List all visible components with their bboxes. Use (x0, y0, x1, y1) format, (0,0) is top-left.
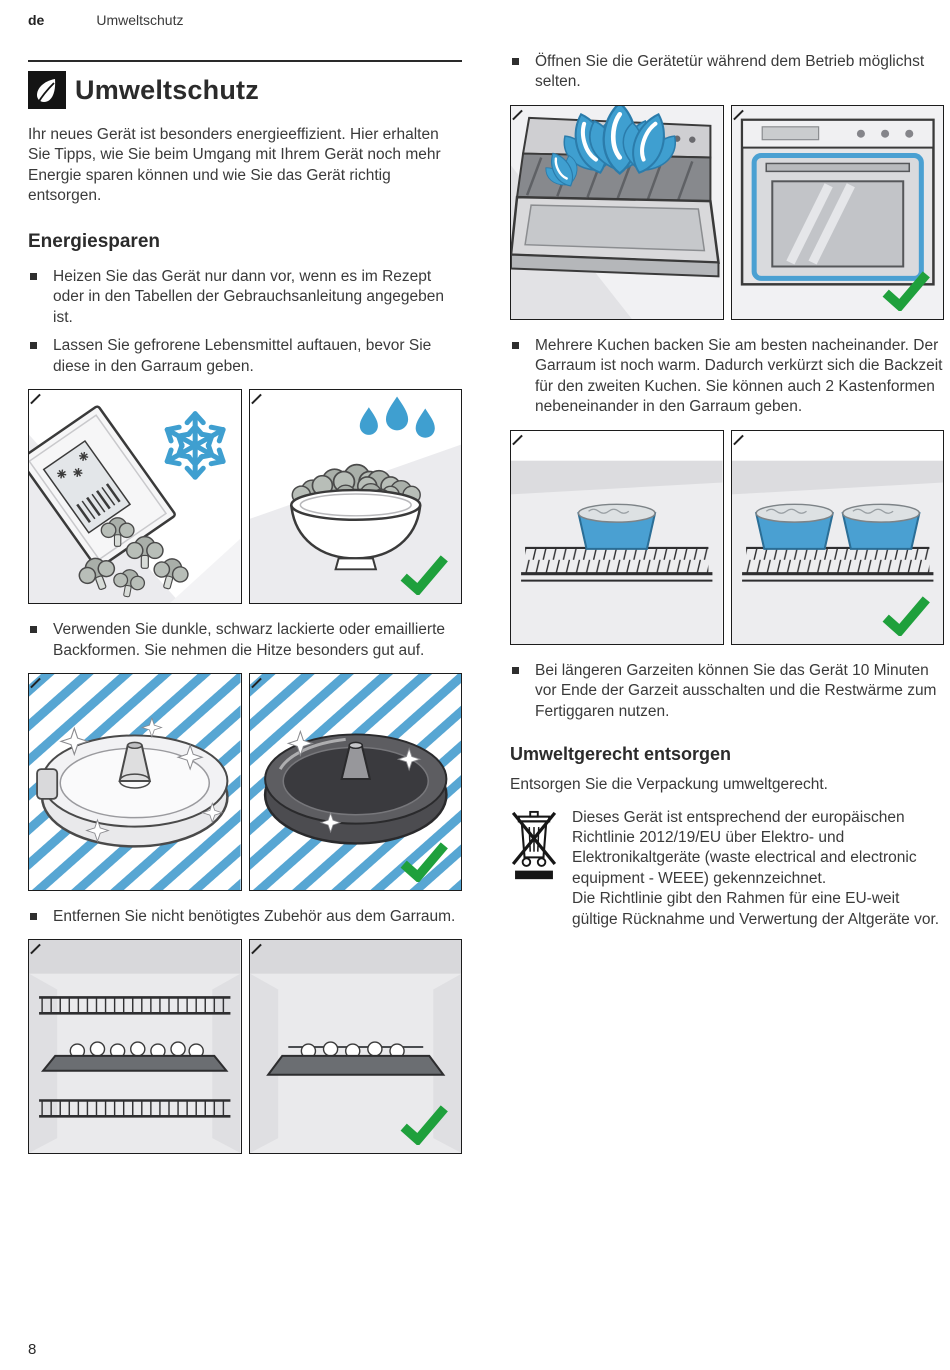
bullet-text: Bei längeren Garzeiten können Sie das Gerät 10 Minuten vor Ende der Garzeit ausschalten und die Restwärme zum Fertiggaren nutzen. (535, 661, 937, 720)
language-tag: de (28, 12, 45, 28)
figure-pair-loaf-pans (510, 430, 944, 645)
weee-line1: Dieses Gerät ist entsprechend der europäischen Richtlinie 2012/19/EU über Elektro- und Elektronikaltgeräte (waste electrical and electronic equipment - WEEE) gekennzeichnet. (572, 808, 917, 887)
check-icon (881, 269, 931, 311)
section-heading-energiesparen: Energiesparen (28, 230, 160, 252)
weee-text (572, 808, 944, 931)
figure-silver-pan (28, 673, 242, 891)
bullet-residual-heat (510, 661, 944, 722)
figure-one-loaf-pan (510, 430, 724, 645)
check-icon (399, 840, 449, 882)
bullet-text: Mehrere Kuchen backen Sie am besten nacheinander. Der Garraum ist noch warm. Dadurch verkürzt sich die Backzeit für den zweiten Kuchen. Sie können auch 2 Kastenformen nebeneinander in den Garraum geben. (535, 336, 943, 416)
bullet-text: Entfernen Sie nicht benötigtes Zubehör aus dem Garraum. (53, 907, 456, 925)
left-column (28, 52, 462, 1170)
figure-two-loaf-pans (731, 430, 945, 645)
running-header (28, 12, 183, 28)
figure-frozen-package (28, 389, 242, 604)
bullet-marker (30, 342, 37, 349)
weee-bin-icon (510, 808, 558, 882)
title-rule (28, 60, 462, 62)
check-icon (399, 1103, 449, 1145)
page-number: 8 (28, 1341, 37, 1358)
figure-pair-defrost (28, 389, 462, 604)
figure-pair-pans (28, 673, 462, 891)
page-title: Umweltschutz (75, 74, 259, 105)
bullet-marker (512, 667, 519, 674)
bullet-marker (30, 273, 37, 280)
right-column (510, 52, 944, 930)
bullet-text: Verwenden Sie dunkle, schwarz lackierte oder emaillierte Backformen. Sie nehmen die Hitze besonders gut auf. (53, 621, 446, 659)
chapter-title-row (28, 71, 462, 109)
entsorgen-intro: Entsorgen Sie die Verpackung umweltgerecht. (510, 776, 828, 794)
figure-dark-pan (249, 673, 463, 891)
figure-single-tray (249, 939, 463, 1154)
weee-line2: Die Richtlinie gibt den Rahmen für eine EU-weit gültige Rücknahme und Verwertung der Altgeräte vor. (572, 890, 940, 928)
section-heading-entsorgen: Umweltgerecht entsorgen (510, 744, 732, 765)
silver-pan-illustration (29, 674, 241, 890)
bullet-text: Heizen Sie das Gerät nur dann vor, wenn es im Rezept oder in den Tabellen der Gebrauchsanleitung angegeben ist. (53, 267, 444, 326)
bullet-cakes (510, 336, 944, 418)
bullet-marker (512, 58, 519, 65)
check-icon (399, 553, 449, 595)
bullet-text: Öffnen Sie die Gerätetür während dem Betrieb möglichst selten. (535, 53, 925, 91)
bullet-defrost (28, 336, 462, 377)
water-drops-icon (359, 397, 434, 438)
figure-pair-door (510, 105, 944, 320)
bullet-text: Lassen Sie gefrorene Lebensmittel auftauen, bevor Sie diese in den Garraum geben. (53, 337, 432, 375)
figure-open-door-steam (510, 105, 724, 320)
frozen-package-illustration (29, 390, 241, 603)
figure-pair-accessories (28, 939, 462, 1154)
figure-closed-oven (731, 105, 945, 320)
snowflake-icon (163, 414, 227, 477)
bullet-door (510, 52, 944, 93)
check-icon (881, 594, 931, 636)
bullet-marker (30, 626, 37, 633)
bullet-remove-accessories (28, 907, 462, 927)
figure-many-accessories (28, 939, 242, 1154)
intro-paragraph: Ihr neues Gerät ist besonders energieeffizient. Hier erhalten Sie Tipps, wie Sie beim Umgang mit Ihrem Gerät noch mehr Energie sparen können und wie Sie das Gerät richtig entsorgen. (28, 126, 441, 205)
open-door-illustration (511, 106, 723, 319)
many-accessories-illustration (29, 940, 241, 1153)
bullet-dark-pans (28, 620, 462, 661)
bullet-preheat (28, 267, 462, 328)
bullet-marker (30, 913, 37, 920)
running-header-title: Umweltschutz (96, 12, 184, 28)
leaf-icon (28, 71, 66, 109)
bullet-marker (512, 342, 519, 349)
weee-block (510, 808, 944, 931)
one-loaf-pan-illustration (511, 431, 723, 644)
figure-thawed-bowl (249, 389, 463, 604)
